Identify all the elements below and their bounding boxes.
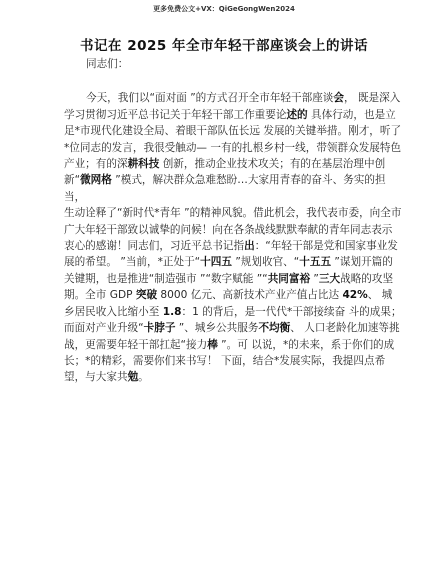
salutation: 同志们：: [86, 58, 129, 70]
text-run: ”谋划开篇的关键期，也是推进“制造强市 ”“数字赋能 ”“: [64, 256, 393, 285]
text-run: ”、城乡公共服务: [175, 322, 259, 335]
header-note: 更多免费公文+VX：QiGeGongWen2024: [153, 5, 295, 13]
bold-text-run: 十五五: [299, 256, 332, 269]
text-run: 。: [138, 371, 149, 384]
bold-text-run: 1.8: [162, 305, 182, 318]
bold-text-run: 三大: [318, 272, 341, 285]
text-run: ， 既是深入学习贯彻习近平总书记关于年轻干部工作重要论: [64, 92, 401, 121]
text-run: 创新，推动企业技术攻关；有的在基层治理中创新“: [64, 158, 386, 187]
bold-text-run: 勉: [127, 371, 139, 384]
bold-text-run: 微网格: [80, 174, 112, 187]
bold-text-run: 卡脖子: [143, 322, 176, 335]
text-run: ”模式，解决群众急难愁盼…大家用青春的奋斗、务实的担当，: [64, 174, 386, 203]
text-run: 具体行动，也是立足*市现代化建设全局、着眼干部队伍长远 发展的关键举措。刚才，听了*位同志的发言，我很受触动— 一有的扎根乡村一线，带领群众发展特色产业；有的深: [64, 108, 402, 171]
text-run: 生动诠释了“新时代*青年 ”的精神风貌。借此机会，我代表市委，向全市广大年轻干部致以诚挚的问候！向在各条战线默默奉献的青年同志表示衷心的感谢！同志们，习近平总书记指: [64, 207, 402, 253]
bold-text-run: 会: [333, 92, 344, 105]
text-run: 今天，我们以“面对面 ”的方式召开全市年轻干部座谈: [86, 92, 334, 105]
document-title: 书记在 2025 年全市年轻干部座谈会上的讲话: [80, 38, 368, 54]
paragraph-2: [64, 205, 402, 385]
text-run: 、 城乡居民收入比缩小至: [64, 289, 393, 318]
text-run: ：1 的背后，是一代代*干部接续奋 斗的成果；而面对产业升级“: [64, 305, 402, 335]
text-run: ”。可 以说，*的未来，系于你们的成长；*的精彩，需要你们来书写！ 下面，结合*发展实际，我提四点希望，与大家共: [64, 338, 395, 384]
bold-text-run: 突破: [135, 289, 158, 302]
text-run: 、 人口老龄化加速等挑战，更需要年轻干部扛起“接力: [64, 322, 400, 351]
bold-text-run: 十四五: [200, 256, 232, 269]
bold-text-run: 不均衡: [258, 322, 291, 335]
text-run: ”: [310, 272, 319, 285]
bold-text-run: 棒: [207, 338, 218, 351]
paragraph-1: [64, 90, 402, 205]
bold-text-run: 42%: [342, 289, 368, 302]
document-body: [64, 56, 402, 386]
text-run: ：“年轻干部是党和国家事业发展的希望。 ”当前，*正处于“: [64, 240, 398, 269]
bold-text-run: 述的: [286, 108, 308, 121]
text-run: 8000 亿元、高新技术产业产值占比达: [157, 289, 343, 302]
bold-text-run: 共同富裕: [267, 272, 311, 285]
bold-text-run: 出: [244, 240, 255, 253]
text-run: ”规划收官、“: [231, 256, 300, 269]
text-run: 战略的攻坚期。全市 GDP: [64, 272, 394, 302]
bold-text-run: 耕科技: [127, 158, 160, 171]
